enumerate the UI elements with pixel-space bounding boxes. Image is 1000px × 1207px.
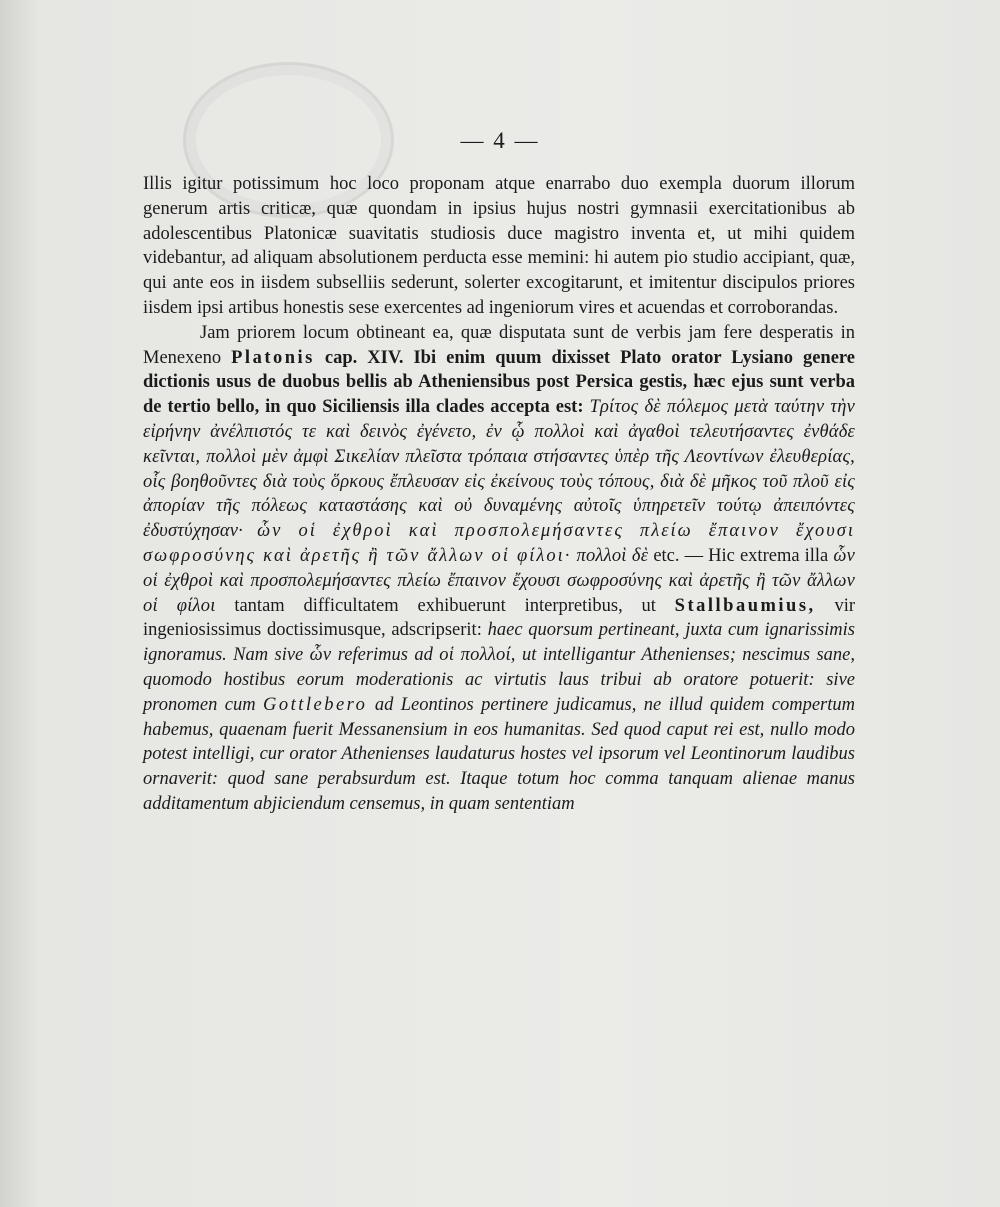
p2-text-1: Jam priorem locum obtineant ea, quæ disputata sunt de verbis jam fere desperatis in Menexeno <box>143 322 855 368</box>
greek-quote-3: ὧν οἱ ἐχθροὶ καὶ προσπολεμήσαντες πλείω ἔπαινον ἔχουσι σωφροσύνης καὶ ἀρετῆς ἢ τῶν ἄλλων οἱ φίλοι <box>143 545 856 616</box>
author-name-platonis: Platonis <box>231 347 315 368</box>
italic-citation-4: ad Leontinos pertinere judicamus, ne illud quidem compertum habemus, quaenam fuerit Messanensium in eos humanitas. Sed quod caput rei est, nullo modo potest intelligi, cur orator Athenienses laudaturus hostes vel ipsorum vel Leontinorum laudibus ornaverit: quod sane perabsurdum est. Itaque totum hoc comma tanquam alienae manus additamentum abjiciendum censemus, in quam sententiam <box>143 694 856 814</box>
italic-citation-2: referimus ad <box>337 645 433 666</box>
author-name-stallbaumius: Stallbaumius, <box>674 595 816 616</box>
body-text <box>143 172 855 817</box>
greek-word-2: οἱ πολλοί, <box>439 645 516 666</box>
page-number: — 4 — <box>460 128 540 153</box>
p2-text-2: cap. XIV. Ibi enim quum dixisset Plato orator Lysiano genere dictionis usus de duobus bellis ab Atheniensibus post Persica gestis, hæc ejus sunt verba de tertio bello, in quo Siciliensis illa clades accepta est: <box>143 347 856 418</box>
greek-quote-spaced: ὧν οἱ ἐχθροὶ καὶ προσπολεμήσαντες πλείω ἔπαινον ἔχουσι σωφροσύνης καὶ ἀρετῆς ἢ τῶν ἄλλων οἱ φίλοι· <box>143 521 855 566</box>
greek-quote-2: πολλοὶ δὲ <box>576 545 649 566</box>
greek-quote-1: Τρίτος δὲ πόλεμος μετὰ ταύτην τὴν εἰρήνην ἀνέλπιστός τε καὶ δεινὸς ἐγένετο, ἐν ᾧ πολλοὶ καὶ ἀγαθοὶ τελευτήσαντες ἐνθάδε κεῖνται, πολλοὶ μὲν ἀμφὶ Σικελίαν πλεῖστα τρόπαια στήσαντες ὑπὲρ τῆς Λεοντίνων ἐλευθερίας, οἷς βοηθοῦντες διὰ τοὺς ὅρκους ἔπλευσαν εἰς ἐκείνους τοὺς τόπους, διὰ δὲ μῆκος τοῦ πλοῦ εἰς ἀπορίαν τῆς πόλεως καταστάσης καὶ οὐ δυναμένης αὐτοῖς ὑπηρετεῖν τούτῳ ἀπειπόντες ἐδυστύχησαν· <box>143 397 855 542</box>
p2-text-5: vir ingeniosissimus doctissimusque, adscripserit: <box>143 595 855 641</box>
p2-text-4: tantam difficultatem exhibuerunt interpretibus, ut <box>234 595 656 616</box>
p2-text-3: etc. — Hic extrema illa <box>653 545 829 566</box>
italic-citation-1: haec quorsum pertineant, juxta cum ignarissimis ignoramus. Nam sive <box>143 620 856 666</box>
paragraph-1: Illis igitur potissimum hoc loco proponam atque enarrabo duo exempla duorum illorum generum artis criticæ, quæ quondam in ipsius hujus nostri gymnasii exercitationibus ab adolescentibus Platonicæ suavitatis studiosis duce magistro inventa et, ut mihi quidem videbantur, ad aliquam absolutionem perducta esse memini: hi autem pio studio accipiant, quæ, qui ante eos in iisdem subselliis sederunt, solerter excogitarunt, et imitentur discipulos priores iisdem ipsi artibus honestis sese exercentes ad ingeniorum vires et acuendas et corroborandas. <box>143 174 855 318</box>
italic-citation-3: ut intelligantur Athenienses; nescimus sane, quomodo hostibus eorum moderationis ac virtutis laus tribui ab oratore potuerit: sive pronomen cum <box>143 645 855 715</box>
paragraph-2 <box>143 321 855 817</box>
author-name-gottlebero: Gottlebero <box>262 694 368 715</box>
greek-word-1: ὧν <box>309 645 332 666</box>
